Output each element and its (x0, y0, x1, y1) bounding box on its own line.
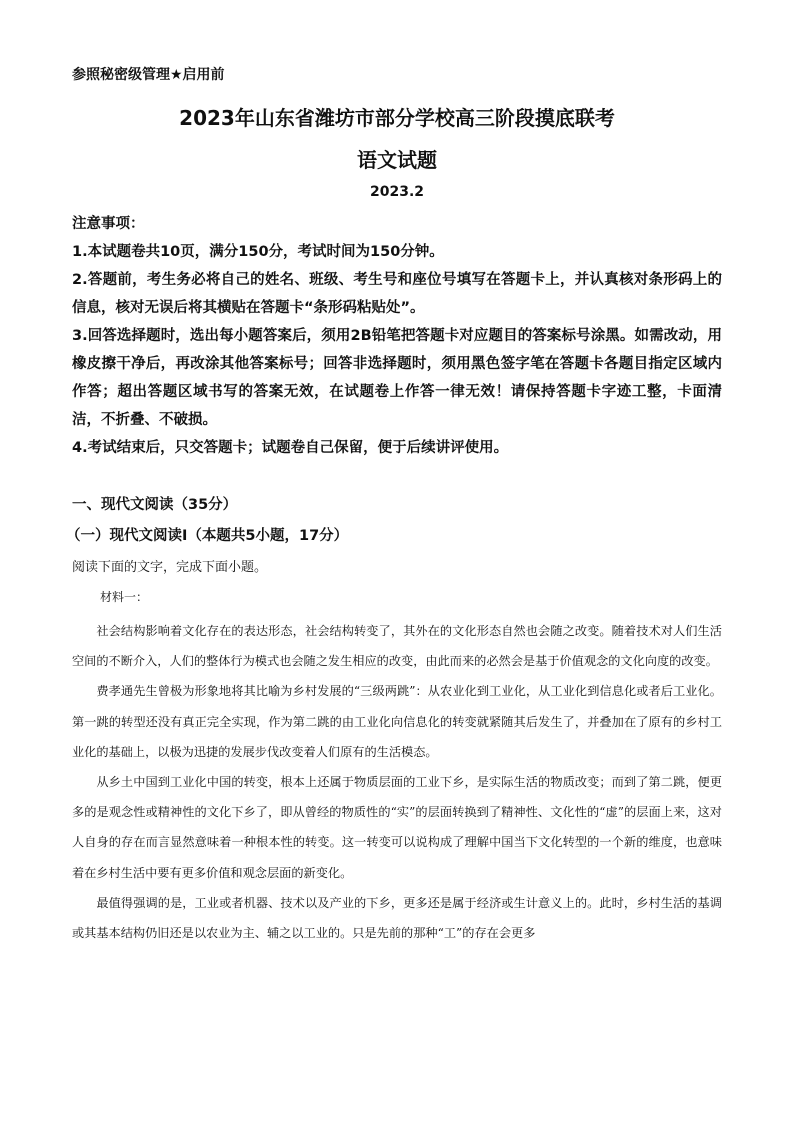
material-label: 材料一： (100, 590, 149, 604)
notice-item: 3.回答选择题时，选出每小题答案后，须用2B铅笔把答题卡对应题目的答案标号涂黑。如需改动，用橡皮擦干净后，再改涂其他答案标号；回答非选择题时，须用黑色签字笔在答题卡各题目指定区域内作答；超出答题区域书写的答案无效，在试题卷上作答一律无效！请保持答题卡字迹工整，卡面清洁，不折叠、不破损。 (72, 328, 722, 428)
body-paragraph: 最值得强调的是，工业或者机器、技术以及产业的下乡，更多还是属于经济或生计意义上的。此时，乡村生活的基调或其基本结构仍旧还是以农业为主、辅之以工业的。只是先前的那种“工”的存在会更多 (72, 895, 722, 941)
notice-heading: 注意事项： (72, 216, 145, 232)
notice-block (72, 210, 722, 462)
notice-item: 4.考试结束后，只交答题卡；试题卷自己保留，便于后续讲评使用。 (72, 440, 509, 456)
notice-item: 1.本试题卷共10页，满分150分，考试时间为150分钟。 (72, 244, 444, 260)
section-heading: 一、现代文阅读（35分） (72, 497, 238, 513)
material-body (72, 616, 722, 948)
notice-item: 2.答题前，考生务必将自己的姓名、班级、考生号和座位号填写在答题卡上，并认真核对条形码上的信息，核对无误后将其横贴在答题卡“条形码粘贴处”。 (72, 272, 722, 316)
reading-instruction: 阅读下面的文字，完成下面小题。 (72, 560, 268, 575)
exam-date: 2023.2 (369, 184, 425, 200)
exam-title: 2023年山东省潍坊市部分学校高三阶段摸底联考 (179, 106, 615, 130)
body-paragraph: 从乡土中国到工业化中国的转变，根本上还属于物质层面的工业下乡，是实际生活的物质改变；而到了第二跳，便更多的是观念性或精神性的文化下乡了，即从曾经的物质性的“实”的层面转换到了精神性、文化性的“虚”的层面上来，这对人自身的存在而言显然意味着一种根本性的转变。这一转变可以说构成了理解中国当下文化转型的一个新的维度，也意味着在乡村生活中要有更多价值和观念层面的新变化。 (72, 775, 722, 880)
body-paragraph: 社会结构影响着文化存在的表达形态，社会结构转变了，其外在的文化形态自然也会随之改变。随着技术对人们生活空间的不断介入，人们的整体行为模式也会随之发生相应的改变，由此而来的必然会是基于价值观念的文化向度的改变。 (72, 624, 722, 669)
exam-subtitle: 语文试题 (357, 148, 437, 172)
secret-label: 参照秘密级管理★启用前 (72, 67, 225, 83)
body-paragraph: 费孝通先生曾极为形象地将其比喻为乡村发展的“三级两跳”：从农业化到工业化，从工业化到信息化或者后工业化。第一跳的转型还没有真正完全实现，作为第二跳的由工业化向信息化的转变就紧随其后发生了，并叠加在了原有的乡村工业化的基础上，以极为迅捷的发展步伐改变着人们原有的生活模态。 (72, 684, 722, 759)
subsection-heading: （一）现代文阅读Ⅰ（本题共5小题，17分） (66, 528, 349, 544)
